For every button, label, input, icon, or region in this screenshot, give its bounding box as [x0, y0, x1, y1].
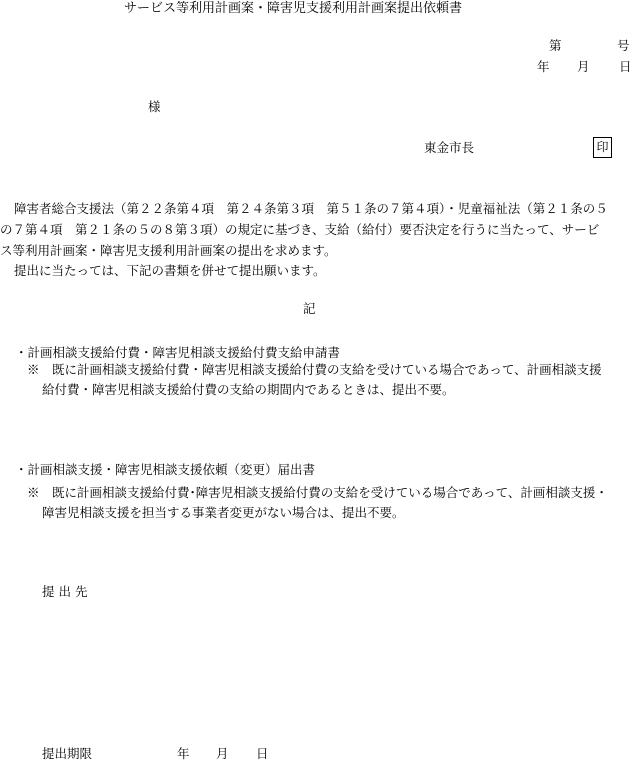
required-document-note-1-line-2: 給付費・障害児相談支援給付費の支給の期間内であるときは、提出不要。	[42, 382, 455, 397]
required-document-item-2: ・計画相談支援・障害児相談支援依頼（変更）届出書	[15, 462, 316, 477]
body-paragraph-line-1: 障害者総合支援法（第２２条第４項 第２４条第３項 第５１条の７第４項）・児童福祉法（第２１条の５	[14, 201, 608, 216]
seal-stamp-box: 印	[593, 137, 612, 158]
deadline-year: 年	[177, 746, 190, 761]
required-document-note-2-line-2: 障害児相談支援を担当する事業者変更がない場合は、提出不要。	[42, 505, 405, 520]
deadline-day: 日	[256, 746, 269, 761]
issue-date-month: 月	[577, 59, 590, 74]
required-document-note-1-line-1: ※ 既に計画相談支援給付費・障害児相談支援給付費の支給を受けている場合であって、計画相談支援	[27, 362, 602, 377]
document-number-suffix: 号	[617, 38, 630, 53]
addressee-honorific: 様	[148, 99, 161, 114]
required-document-note-2-line-1: ※ 既に計画相談支援給付費･障害児相談支援給付費の支給を受けている場合であって、計画相談支援・	[27, 485, 608, 500]
document-number-prefix: 第	[549, 38, 562, 53]
issue-date-year: 年	[537, 59, 550, 74]
submission-deadline-label: 提出期限	[42, 746, 93, 761]
deadline-month: 月	[216, 746, 229, 761]
ki-heading: 記	[303, 301, 316, 316]
submission-destination-label: 提出先	[42, 584, 92, 599]
sender-name: 東金市長	[424, 140, 475, 155]
body-paragraph-line-4: 提出に当たっては、下記の書類を併せて提出願います。	[14, 263, 326, 278]
document-title: サービス等利用計画案・障害児支援利用計画案提出依頼書	[124, 1, 463, 16]
body-paragraph-line-3: ス等利用計画案・障害児支援利用計画案の提出を求めます。	[0, 243, 337, 258]
body-paragraph-line-2: の７第４項 第２１条の５の８第３項）の規定に基づき、支給（給付）要否決定を行うに当たって、サービ	[0, 222, 600, 237]
required-document-item-1: ・計画相談支援給付費・障害児相談支援給付費支給申請書	[15, 345, 341, 360]
issue-date-day: 日	[619, 59, 632, 74]
